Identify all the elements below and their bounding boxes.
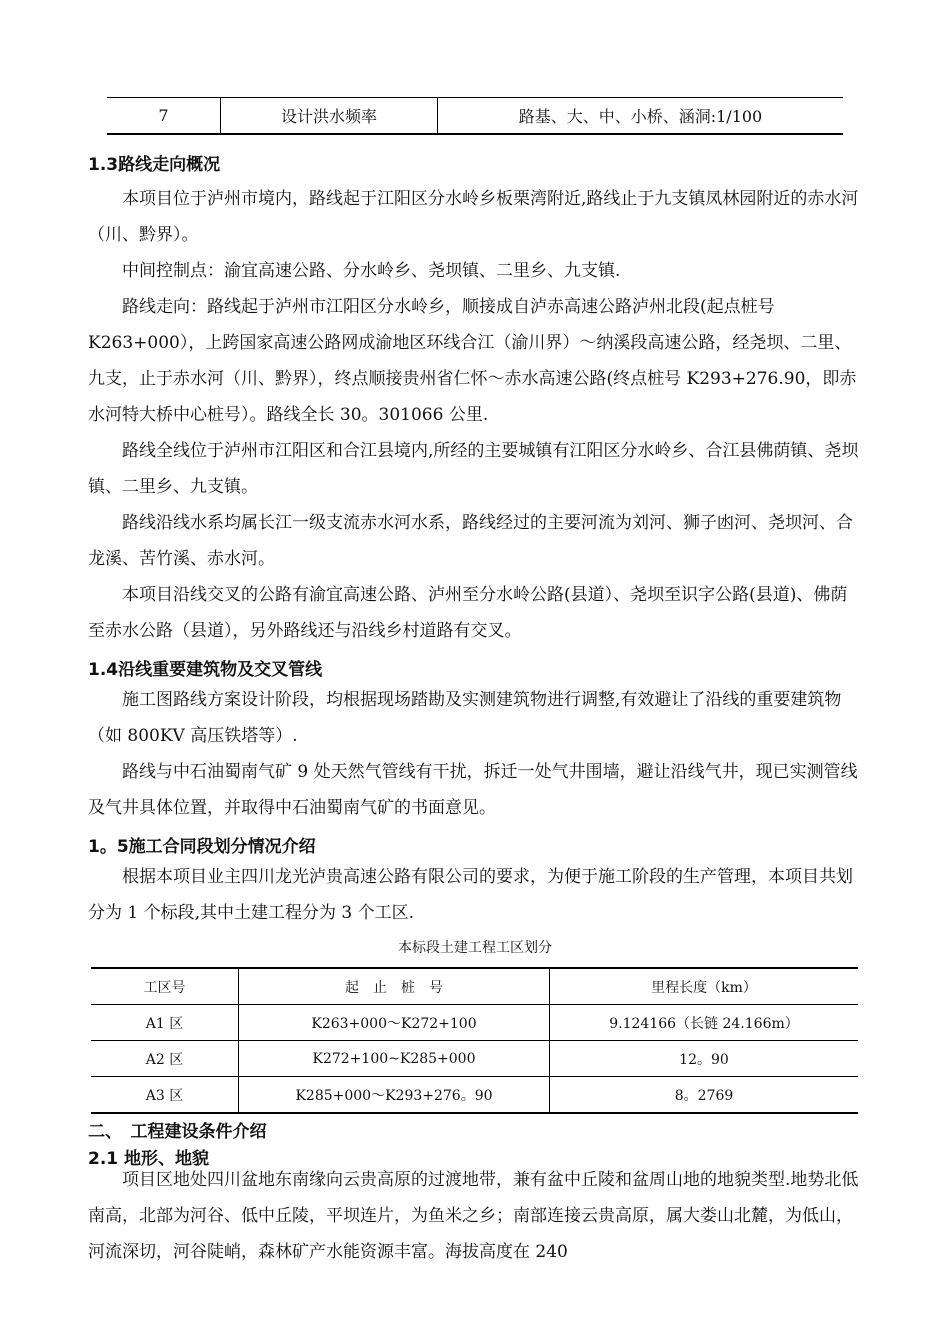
section-1-3-para-4: 路线全线位于泸州市江阳区和合江县境内,所经的主要城镇有江阳区分水岭乡、合江县佛荫镇、尧坝镇、二里乡、九支镇。 — [88, 441, 859, 497]
section-1-3-para-6: 本项目沿线交叉的公路有渝宜高速公路、泸州至分水岭公路(县道）、尧坝至识字公路(县道)、佛荫至赤水公路（县道），另外路线还与沿线乡村道路有交叉。 — [88, 585, 848, 641]
table-row — [91, 1077, 858, 1114]
table-row — [91, 1005, 858, 1041]
table-cell: A2 区 — [91, 1041, 239, 1077]
table-cell: 12。90 — [550, 1041, 859, 1077]
table-cell-value: 路基、大、中、小桥、涵洞:1/100 — [438, 97, 844, 133]
table2-caption: 本标段土建工程工区划分 — [398, 940, 552, 956]
table-header-row — [91, 968, 858, 1005]
table-cell: A1 区 — [91, 1005, 239, 1041]
table-cell: K272+100~K285+000 — [239, 1041, 550, 1077]
table-header-cell: 工区号 — [91, 968, 239, 1005]
table-cell: 8。2769 — [550, 1077, 859, 1114]
table-cell: K285+000～K293+276。90 — [239, 1077, 550, 1114]
table-cell: K263+000～K272+100 — [239, 1005, 550, 1041]
section-1-3-para-2: 中间控制点：渝宜高速公路、分水岭乡、尧坝镇、二里乡、九支镇. — [122, 261, 621, 281]
section-1-5-title: 1。5施工合同段划分情况介绍 — [88, 837, 316, 857]
table-cell: 9.124166（长链 24.166m） — [550, 1005, 859, 1041]
table-cell: A3 区 — [91, 1077, 239, 1114]
section-1-3-title: 1.3路线走向概况 — [88, 155, 221, 175]
section-1-4-para-2: 路线与中石油蜀南气矿 9 处天然气管线有干扰，拆迁一处气井围墙，避让沿线气井，现已实测管线及气井具体位置，并取得中石油蜀南气矿的书面意见。 — [88, 762, 858, 818]
section-1-3-para-3: 路线走向：路线起于泸州市江阳区分水岭乡，顺接成自泸赤高速公路泸州北段(起点桩号 K263+000），上跨国家高速公路网成渝地区环线合江（渝川界）～纳溪段高速公路，经尧坝、二里、九支，止于赤水河（川、黔界），终点顺接贵州省仁怀～赤水高速公路(终点桩号 K293+276.90，即赤水河特大桥中心桩号）。路线全长 30。301066 公里. — [88, 297, 857, 425]
table-row — [107, 97, 843, 133]
table-header-cell: 里程长度（km） — [550, 968, 859, 1005]
section-2-1-title: 2.1 地形、地貌 — [88, 1149, 210, 1169]
table1-bottom-rule — [107, 133, 843, 135]
work-zone-table — [91, 967, 858, 1114]
section-1-4-para-1: 施工图路线方案设计阶段，均根据现场踏勘及实测建筑物进行调整,有效避让了沿线的重要建筑物（如 800KV 高压铁塔等）. — [88, 690, 842, 746]
section-1-5-para-1: 根据本项目业主四川龙光泸贵高速公路有限公司的要求，为便于施工阶段的生产管理，本项目共划分为 1 个标段,其中土建工程分为 3 个工区. — [88, 867, 853, 923]
table-row — [91, 1041, 858, 1077]
section-1-3-para-5: 路线沿线水系均属长江一级支流赤水河水系，路线经过的主要河流为刘河、狮子凼河、尧坝河、合龙溪、苦竹溪、赤水河。 — [88, 513, 853, 569]
section-1-4-title: 1.4沿线重要建筑物及交叉管线 — [88, 660, 323, 680]
table-cell-number: 7 — [158, 105, 169, 125]
table-header-cell: 起 止 桩 号 — [239, 968, 550, 1005]
section-2-title: 二、 工程建设条件介绍 — [88, 1122, 267, 1142]
section-1-3-para-1: 本项目位于泸州市境内，路线起于江阳区分水岭乡板栗湾附近,路线止于九支镇凤林园附近的赤水河（川、黔界）。 — [88, 189, 859, 245]
section-2-1-para-1: 项目区地处四川盆地东南缘向云贵高原的过渡地带，兼有盆中丘陵和盆周山地的地貌类型.地势北低南高，北部为河谷、低中丘陵，平坝连片，为鱼米之乡；南部连接云贵高原，属大娄山北麓，为低山，河流深切，河谷陡峭，森林矿产水能资源丰富。海拔高度在 240 — [88, 1170, 859, 1262]
table-cell-item: 设计洪水频率 — [221, 97, 438, 133]
design-standards-table — [107, 97, 843, 133]
